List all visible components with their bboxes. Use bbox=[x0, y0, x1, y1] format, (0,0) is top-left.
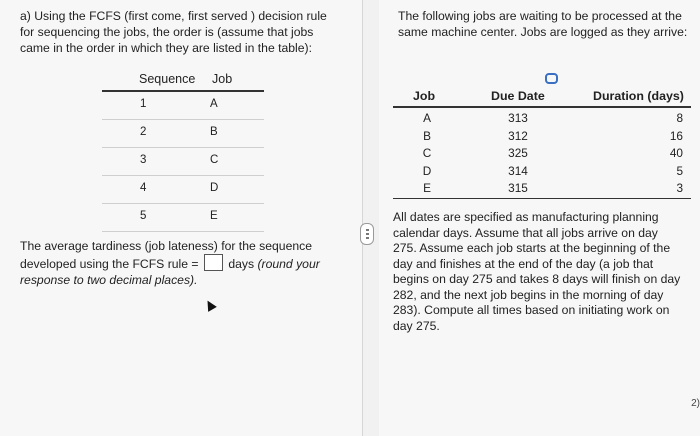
due-date: 315 bbox=[508, 181, 528, 195]
duration: 16 bbox=[669, 128, 683, 143]
table-row bbox=[102, 148, 264, 176]
sequence-header: Sequence bbox=[139, 72, 196, 86]
due-date: 314 bbox=[508, 163, 528, 178]
assumptions-text: All dates are specified as manufacturing planning calendar days. Assume that all jobs arrive on day 275. Assume each job starts at the beginning of the day and finishes at the end of the day (a job that begins on day 275 and takes 8 days will finish on day 282, and the next job begins in the morning of day 283). Compute all times based on initiating work on day 275. bbox=[393, 210, 681, 333]
due-date: 325 bbox=[508, 146, 528, 160]
duration: 3 bbox=[676, 181, 683, 195]
sequence-number: 4 bbox=[140, 182, 147, 194]
sequence-number: 3 bbox=[140, 154, 147, 166]
table-row bbox=[393, 180, 691, 198]
job-id: A bbox=[423, 111, 431, 125]
table-row bbox=[102, 204, 264, 232]
job-header: Job bbox=[212, 72, 233, 86]
duration-column-header: Duration (days) bbox=[593, 89, 684, 103]
rounding-instruction: (round your response to two decimal places). bbox=[20, 257, 320, 287]
job-cell[interactable]: B bbox=[210, 126, 218, 138]
sequence-number: 5 bbox=[140, 210, 147, 222]
table-row bbox=[102, 176, 264, 204]
job-cell[interactable]: C bbox=[210, 154, 219, 166]
due-date: 313 bbox=[508, 111, 528, 125]
job-cell[interactable]: E bbox=[210, 210, 218, 222]
sequence-table bbox=[102, 70, 264, 232]
table-row bbox=[102, 92, 264, 120]
duration: 40 bbox=[669, 146, 683, 160]
table-row bbox=[393, 110, 691, 128]
table-row bbox=[102, 120, 264, 148]
jobs-table-header bbox=[393, 86, 691, 108]
job-cell[interactable]: D bbox=[210, 182, 219, 194]
tardiness-prefix: The average tardiness (job lateness) for the sequence developed using the FCFS rule = bbox=[20, 239, 312, 271]
job-id: B bbox=[423, 128, 431, 143]
jobs-intro-text: The following jobs are waiting to be processed at the same machine center. Jobs are logged as they arrive: bbox=[398, 9, 688, 39]
edge-fragment-text: 2) bbox=[691, 398, 700, 409]
jobs-table-body bbox=[393, 110, 691, 199]
drag-dots-icon bbox=[366, 229, 369, 241]
table-row bbox=[393, 128, 691, 146]
tardiness-answer-input[interactable] bbox=[204, 254, 223, 271]
pane-resize-handle[interactable] bbox=[360, 223, 374, 245]
sequence-number: 2 bbox=[140, 126, 147, 138]
table-row bbox=[393, 163, 691, 181]
tardiness-unit: days bbox=[228, 257, 255, 271]
job-cell[interactable]: A bbox=[210, 98, 218, 110]
duration: 8 bbox=[676, 111, 683, 125]
duration: 5 bbox=[676, 163, 683, 178]
sequence-number: 1 bbox=[140, 98, 147, 110]
job-id: D bbox=[422, 163, 432, 178]
job-column-header: Job bbox=[413, 89, 436, 103]
table-row bbox=[393, 145, 691, 163]
due-date-column-header: Due Date bbox=[491, 89, 545, 103]
tardiness-question bbox=[20, 238, 330, 288]
question-text: a) Using the FCFS (first come, first served ) decision rule for sequencing the jobs, the order is (assume that jobs came in the order in which they are listed in the table): bbox=[20, 9, 327, 55]
job-id: C bbox=[422, 146, 432, 160]
sequence-table-header bbox=[102, 70, 264, 92]
due-date: 312 bbox=[508, 128, 528, 143]
jobs-table bbox=[393, 72, 691, 195]
job-id: E bbox=[423, 181, 431, 195]
